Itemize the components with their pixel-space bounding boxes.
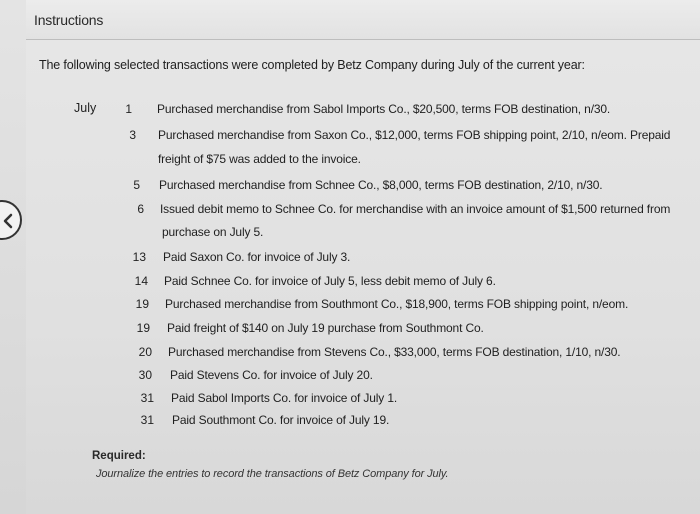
transaction-description: Purchased merchandise from Stevens Co., $33,000, terms FOB destination, 1/10, n/30. xyxy=(168,345,621,359)
required-text: Journalize the entries to record the transactions of Betz Company for July. xyxy=(96,468,449,480)
chevron-left-icon xyxy=(2,213,14,229)
required-label: Required: xyxy=(92,450,146,462)
transaction-description: Paid freight of $140 on July 19 purchase from Southmont Co. xyxy=(167,321,484,335)
transaction-day: 3 xyxy=(129,128,136,142)
transaction-day: 20 xyxy=(138,345,152,359)
transaction-day: 1 xyxy=(125,102,132,116)
transaction-day: 19 xyxy=(135,297,149,311)
month-label: July xyxy=(74,101,97,115)
side-nav-button[interactable] xyxy=(0,200,22,240)
intro-text: The following selected transactions were completed by Betz Company during July of the current year: xyxy=(39,58,585,72)
transaction-description: Purchased merchandise from Southmont Co., $18,900, terms FOB shipping point, n/eom. xyxy=(165,297,629,311)
transaction-day: 5 xyxy=(133,178,140,192)
transaction-day: 13 xyxy=(132,250,146,264)
instructions-header xyxy=(26,0,700,40)
transaction-description: Paid Stevens Co. for invoice of July 20. xyxy=(170,368,373,382)
transaction-description: Purchased merchandise from Schnee Co., $8,000, terms FOB destination, 2/10, n/30. xyxy=(159,178,603,192)
transaction-day: 31 xyxy=(140,391,154,405)
transaction-day: 30 xyxy=(138,368,152,382)
transaction-description: Paid Sabol Imports Co. for invoice of July 1. xyxy=(171,391,398,405)
transaction-day: 31 xyxy=(140,413,154,427)
transaction-description: Paid Saxon Co. for invoice of July 3. xyxy=(163,250,351,264)
transaction-day: 6 xyxy=(137,202,144,216)
transaction-day: 14 xyxy=(134,274,148,288)
transaction-description: purchase on July 5. xyxy=(162,225,264,239)
transaction-description: Purchased merchandise from Saxon Co., $12,000, terms FOB shipping point, 2/10, n/eom. Prepaid xyxy=(158,128,671,142)
instructions-panel xyxy=(26,40,700,514)
transaction-description: Paid Southmont Co. for invoice of July 19. xyxy=(172,413,390,427)
transaction-day: 19 xyxy=(136,321,150,335)
transaction-description: Purchased merchandise from Sabol Imports Co., $20,500, terms FOB destination, n/30. xyxy=(157,102,611,116)
transaction-description: Paid Schnee Co. for invoice of July 5, less debit memo of July 6. xyxy=(164,274,496,288)
transaction-description: Issued debit memo to Schnee Co. for merchandise with an invoice amount of $1,500 returned from xyxy=(160,202,671,216)
window-title: Instructions xyxy=(34,12,104,28)
transaction-description: freight of $75 was added to the invoice. xyxy=(158,152,361,166)
